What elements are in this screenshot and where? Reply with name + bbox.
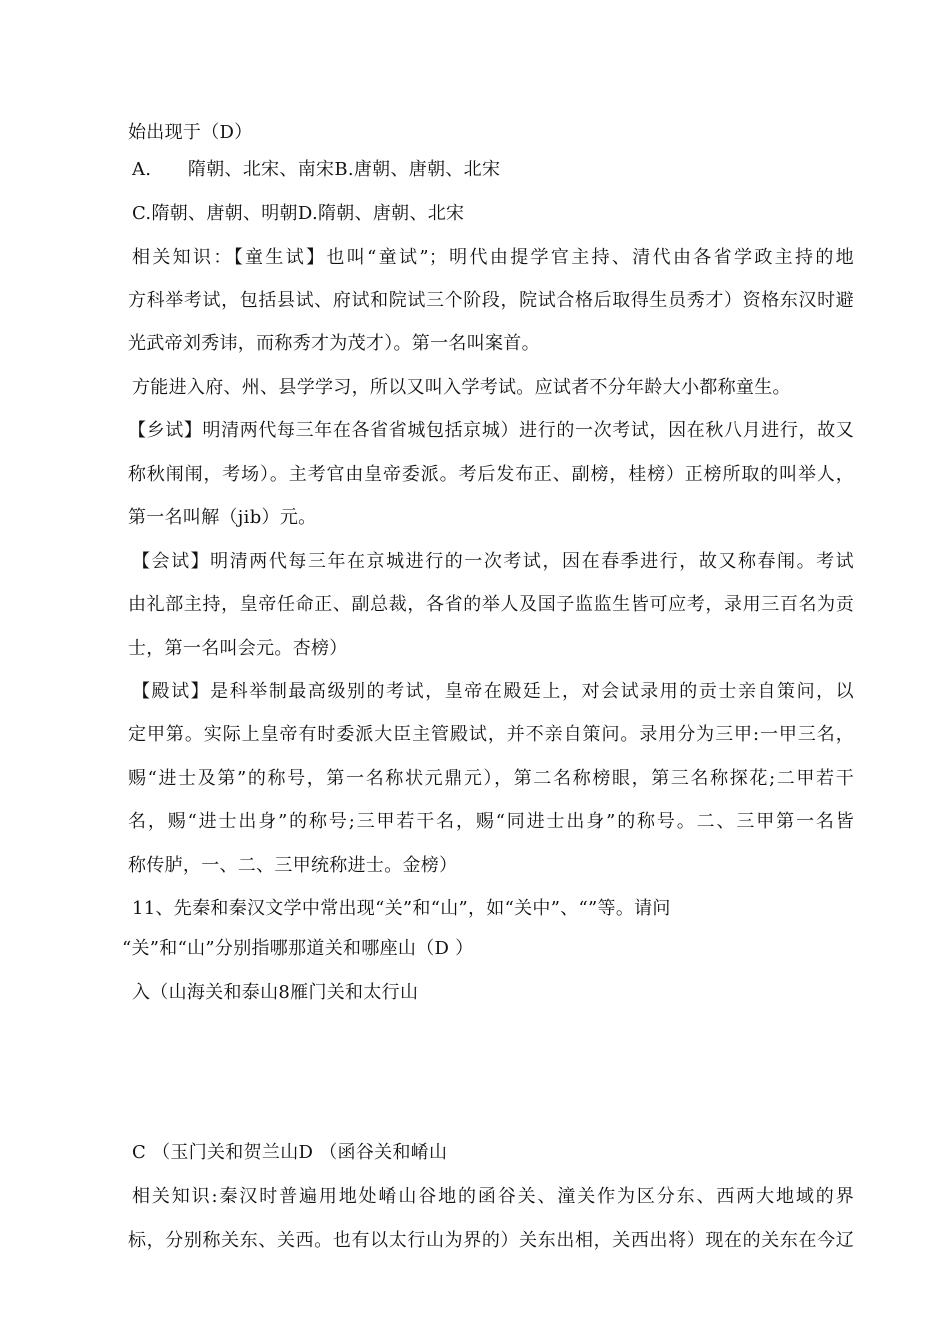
knowledge-line-1: 相关知识：【童生试】也叫“童试”；明代由提学官主持、清代由各省学政主持的地 — [132, 247, 854, 268]
option-line-c-d-2: C （玉门关和贺兰山D （函谷关和崤山 — [132, 1142, 448, 1163]
dianshi-line-4: 名，赐“进士出身”的称号;三甲若干名，赐“同进士出身”的称号。二、三甲第一名皆 — [128, 811, 854, 832]
question-11-line-1: 11、先秦和秦汉文学中常出现“关”和“山”，如“关中”、“”等。请问 — [132, 898, 671, 919]
text-line-1: 始出现于（D） — [128, 122, 253, 143]
knowledge-line-4: 方能进入府、州、县学学习，所以又叫入学考试。应试者不分年龄大小都称童生。 — [132, 377, 791, 398]
xiangshi-line-1: 【乡试】明清两代每三年在各省省城包括京城）进行的一次考试，因在秋八月进行，故又 — [128, 420, 854, 441]
xiangshi-line-2: 称秋闱闱，考场）。主考官由皇帝委派。考后发布正、副榜，桂榜）正榜所取的叫举人， — [128, 464, 854, 485]
knowledge-guan-line-1: 相关知识:秦汉时普遍用地处崤山谷地的函谷关、潼关作为区分东、西两大地域的界 — [132, 1186, 854, 1207]
huishi-line-1: 【会试】明清两代每三年在京城进行的一次考试，因在春季进行，故又称春闱。考试 — [132, 551, 854, 572]
dianshi-line-1: 【殿试】是科举制最高级别的考试，皇帝在殿廷上，对会试录用的贡士亲自策问，以 — [132, 681, 854, 702]
dianshi-line-5: 称传胪，一、二、三甲统称进士。金榜） — [128, 855, 458, 876]
dianshi-line-3: 赐“进士及第”的称号，第一名称状元鼎元），第二名称榜眼，第三名称探花;二甲若干 — [128, 768, 854, 789]
dianshi-line-2: 定甲第。实际上皇帝有时委派大臣主管殿试，并不亲自策问。录用分为三甲:一甲三名， — [128, 724, 854, 745]
option-line-c-d: C.隋朝、唐朝、明朝D.隋朝、唐朝、北宋 — [132, 203, 465, 224]
huishi-line-2: 由礼部主持，皇帝任命正、副总裁，各省的举人及国子监监生皆可应考，录用三百名为贡 — [128, 594, 854, 615]
xiangshi-line-3: 第一名叫解（jib）元。 — [128, 507, 317, 528]
knowledge-line-2: 方科举考试，包括县试、府试和院试三个阶段，院试合格后取得生员秀才）资格东汉时避 — [128, 290, 854, 311]
option-line-a-b: A. 隋朝、北宋、南宋B.唐朝、唐朝、北宋 — [132, 159, 501, 180]
huishi-line-3: 士，第一名叫会元。杏榜） — [128, 638, 348, 659]
knowledge-guan-line-2: 标，分别称关东、关西。也有以太行山为界的）关东出相，关西出将）现在的关东在今辽 — [128, 1230, 854, 1251]
knowledge-line-3: 光武帝刘秀讳，而称秀才为茂才）。第一名叫案首。 — [128, 333, 540, 354]
option-line-a-b-2: 入（山海关和泰山8雁门关和太行山 — [132, 982, 419, 1003]
question-11-line-2: “关”和“山”分别指哪那道关和哪座山（D ） — [122, 938, 474, 959]
